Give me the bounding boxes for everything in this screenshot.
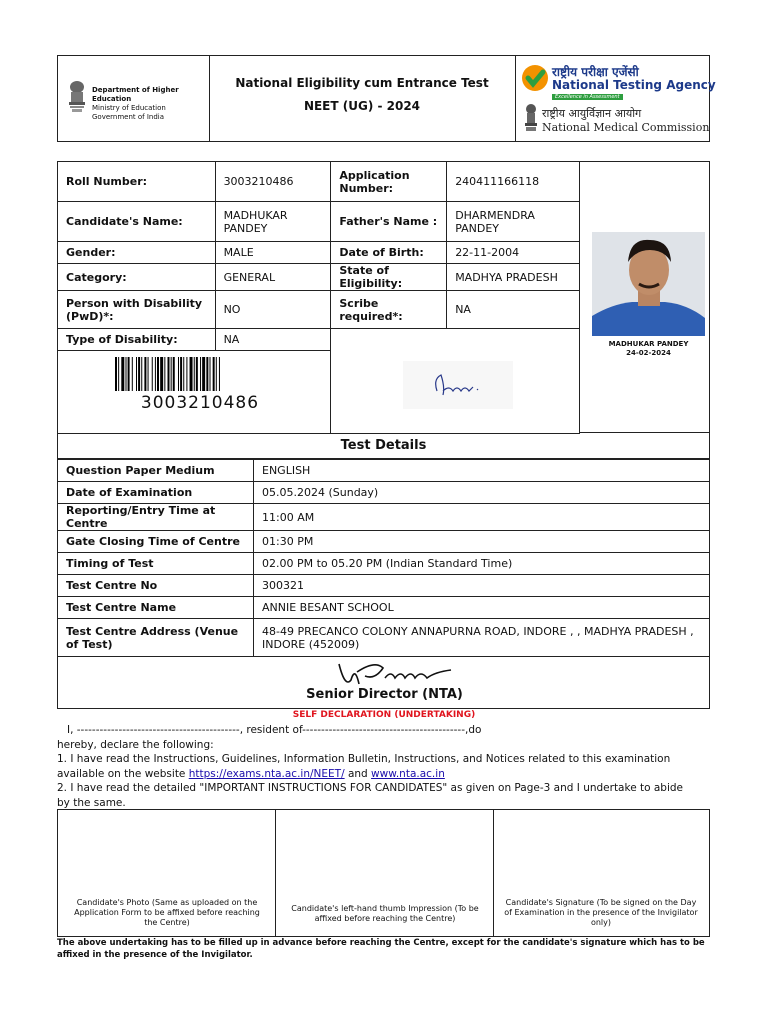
nta-name: National Testing Agency bbox=[552, 78, 716, 92]
test-detail-value: 02.00 PM to 05.20 PM (Indian Standard Time) bbox=[254, 553, 710, 575]
declaration-point1b: available on the website https://exams.nta.ac.in/NEET/ and www.nta.ac.in bbox=[57, 767, 445, 780]
test-detail-label: Test Centre Address (Venue of Test) bbox=[58, 619, 254, 657]
candidate-signature-icon bbox=[403, 361, 513, 409]
test-detail-value: 05.05.2024 (Sunday) bbox=[254, 482, 710, 504]
roll-value: 3003210486 bbox=[215, 162, 331, 202]
photo-affix-box bbox=[58, 810, 276, 936]
header-box bbox=[57, 55, 716, 142]
director-cell bbox=[57, 656, 710, 709]
disability-value: NA bbox=[215, 329, 331, 351]
nmc-emblem-icon bbox=[524, 103, 538, 133]
test-detail-row bbox=[58, 460, 710, 482]
candidate-section bbox=[57, 161, 710, 434]
exam-title: National Eligibility cum Entrance Test bbox=[235, 76, 489, 90]
dhe-logo bbox=[58, 56, 210, 141]
thumb-affix-label: Candidate's left-hand thumb Impression (To be affixed before reaching the Centre) bbox=[291, 904, 479, 923]
category-label: Category: bbox=[58, 264, 216, 291]
affix-boxes bbox=[57, 809, 710, 937]
test-detail-value: 48-49 PRECANCO COLONY ANNAPURNA ROAD, INDORE , , MADHYA PRADESH , INDORE (452009) bbox=[254, 619, 710, 657]
person-photo-icon bbox=[592, 232, 705, 336]
scribe-value: NA bbox=[447, 291, 580, 329]
roll-label: Roll Number: bbox=[58, 162, 216, 202]
app-value: 240411166118 bbox=[447, 162, 580, 202]
nta-site-link[interactable]: www.nta.ac.in bbox=[371, 767, 445, 780]
dob-label: Date of Birth: bbox=[331, 242, 447, 264]
photo-caption-name: MADHUKAR PANDEY bbox=[608, 340, 689, 348]
test-detail-value: ENGLISH bbox=[254, 460, 710, 482]
test-detail-label: Test Centre Name bbox=[58, 597, 254, 619]
exam-title-block bbox=[209, 72, 515, 118]
barcode-cell bbox=[57, 345, 331, 434]
test-detail-value: 11:00 AM bbox=[254, 504, 710, 531]
declaration-point2b: by the same. bbox=[57, 796, 126, 809]
test-detail-row bbox=[58, 504, 710, 531]
candidate-signature-cell bbox=[331, 345, 580, 434]
dhe-name: Department of Higher Education bbox=[92, 86, 179, 103]
director-signature-icon bbox=[335, 658, 455, 690]
declaration-point2a: 2. I have read the detailed "IMPORTANT INSTRUCTIONS FOR CANDIDATES" as given on Page-3 and I undertake to abide bbox=[57, 782, 684, 794]
test-detail-label: Timing of Test bbox=[58, 553, 254, 575]
nmc-name: National Medical Commission bbox=[542, 121, 710, 134]
test-detail-row bbox=[58, 553, 710, 575]
photo-caption-date: 24-02-2024 bbox=[626, 349, 671, 357]
nta-check-icon bbox=[521, 64, 549, 92]
nta-hindi: राष्ट्रीय परीक्षा एजेंसी bbox=[552, 65, 639, 79]
test-detail-label: Gate Closing Time of Centre bbox=[58, 531, 254, 553]
test-detail-value: ANNIE BESANT SCHOOL bbox=[254, 597, 710, 619]
test-detail-row bbox=[58, 597, 710, 619]
gender-label: Gender: bbox=[58, 242, 216, 264]
declaration-line1: I, -------------------------------------------, resident of-------------------------------------------,do bbox=[67, 724, 482, 736]
pwd-value: NO bbox=[215, 291, 331, 329]
name-label: Candidate's Name: bbox=[58, 202, 216, 242]
test-detail-value: 01:30 PM bbox=[254, 531, 710, 553]
nta-tagline: Excellence in Assessment bbox=[552, 94, 623, 100]
declaration-title: SELF DECLARATION (UNDERTAKING) bbox=[292, 710, 476, 720]
declaration-point1a: 1. I have read the Instructions, Guidelines, Information Bulletin, Instructions, and Notices related to this examination bbox=[57, 753, 671, 765]
dhe-ministry: Ministry of Education bbox=[92, 104, 166, 112]
gender-value: MALE bbox=[215, 242, 331, 264]
scribe-label: Scribe required*: bbox=[331, 291, 447, 329]
state-label: State of Eligibility: bbox=[331, 264, 447, 291]
test-detail-row bbox=[58, 619, 710, 657]
test-detail-label: Reporting/Entry Time at Centre bbox=[58, 504, 254, 531]
father-label: Father's Name : bbox=[331, 202, 447, 242]
thumb-affix-box bbox=[276, 810, 494, 936]
app-label: Application Number: bbox=[331, 162, 447, 202]
emblem-icon bbox=[66, 80, 88, 114]
test-detail-row bbox=[58, 575, 710, 597]
exam-subtitle: NEET (UG) - 2024 bbox=[303, 99, 421, 113]
test-detail-row bbox=[58, 531, 710, 553]
test-details-title-cell bbox=[57, 433, 710, 459]
barcode bbox=[115, 357, 285, 391]
test-detail-label: Test Centre No bbox=[58, 575, 254, 597]
barcode-number: 3003210486 bbox=[140, 393, 260, 413]
declaration-body bbox=[57, 723, 717, 810]
photo-affix-label: Candidate's Photo (Same as uploaded on the Application Form to be affixed before reaching the Centre) bbox=[74, 898, 260, 927]
father-value: DHARMENDRA PANDEY bbox=[447, 202, 580, 242]
disability-label: Type of Disability: bbox=[58, 329, 216, 351]
footer-note: The above undertaking has to be filled up in advance before reaching the Centre, except for the candidate's signature which has to be affixed in the presence of the Invigilator. bbox=[57, 938, 705, 960]
category-value: GENERAL bbox=[215, 264, 331, 291]
dob-value: 22-11-2004 bbox=[447, 242, 580, 264]
test-detail-value: 300321 bbox=[254, 575, 710, 597]
signature-affix-label: Candidate's Signature (To be signed on the Day of Examination in the presence of the Invigilator only) bbox=[504, 898, 698, 927]
state-value: MADHYA PRADESH bbox=[447, 264, 580, 291]
candidate-photo bbox=[592, 232, 705, 364]
dhe-govt: Government of India bbox=[92, 113, 165, 121]
candidate-table bbox=[57, 161, 580, 351]
test-details-table bbox=[57, 459, 710, 657]
nta-logo-block bbox=[515, 56, 716, 141]
director-title: Senior Director (NTA) bbox=[306, 687, 463, 702]
test-detail-label: Question Paper Medium bbox=[58, 460, 254, 482]
nta-neet-link[interactable]: https://exams.nta.ac.in/NEET/ bbox=[188, 767, 345, 780]
signature-affix-box bbox=[494, 810, 709, 936]
photo-cell bbox=[579, 161, 710, 433]
test-detail-label: Date of Examination bbox=[58, 482, 254, 504]
pwd-label: Person with Disability (PwD)*: bbox=[58, 291, 216, 329]
nmc-hindi: राष्ट्रीय आयुर्विज्ञान आयोग bbox=[542, 107, 642, 120]
test-details-title: Test Details bbox=[340, 438, 427, 453]
declaration-line2: hereby, declare the following: bbox=[57, 738, 214, 751]
name-value: MADHUKAR PANDEY bbox=[215, 202, 331, 242]
test-detail-row bbox=[58, 482, 710, 504]
